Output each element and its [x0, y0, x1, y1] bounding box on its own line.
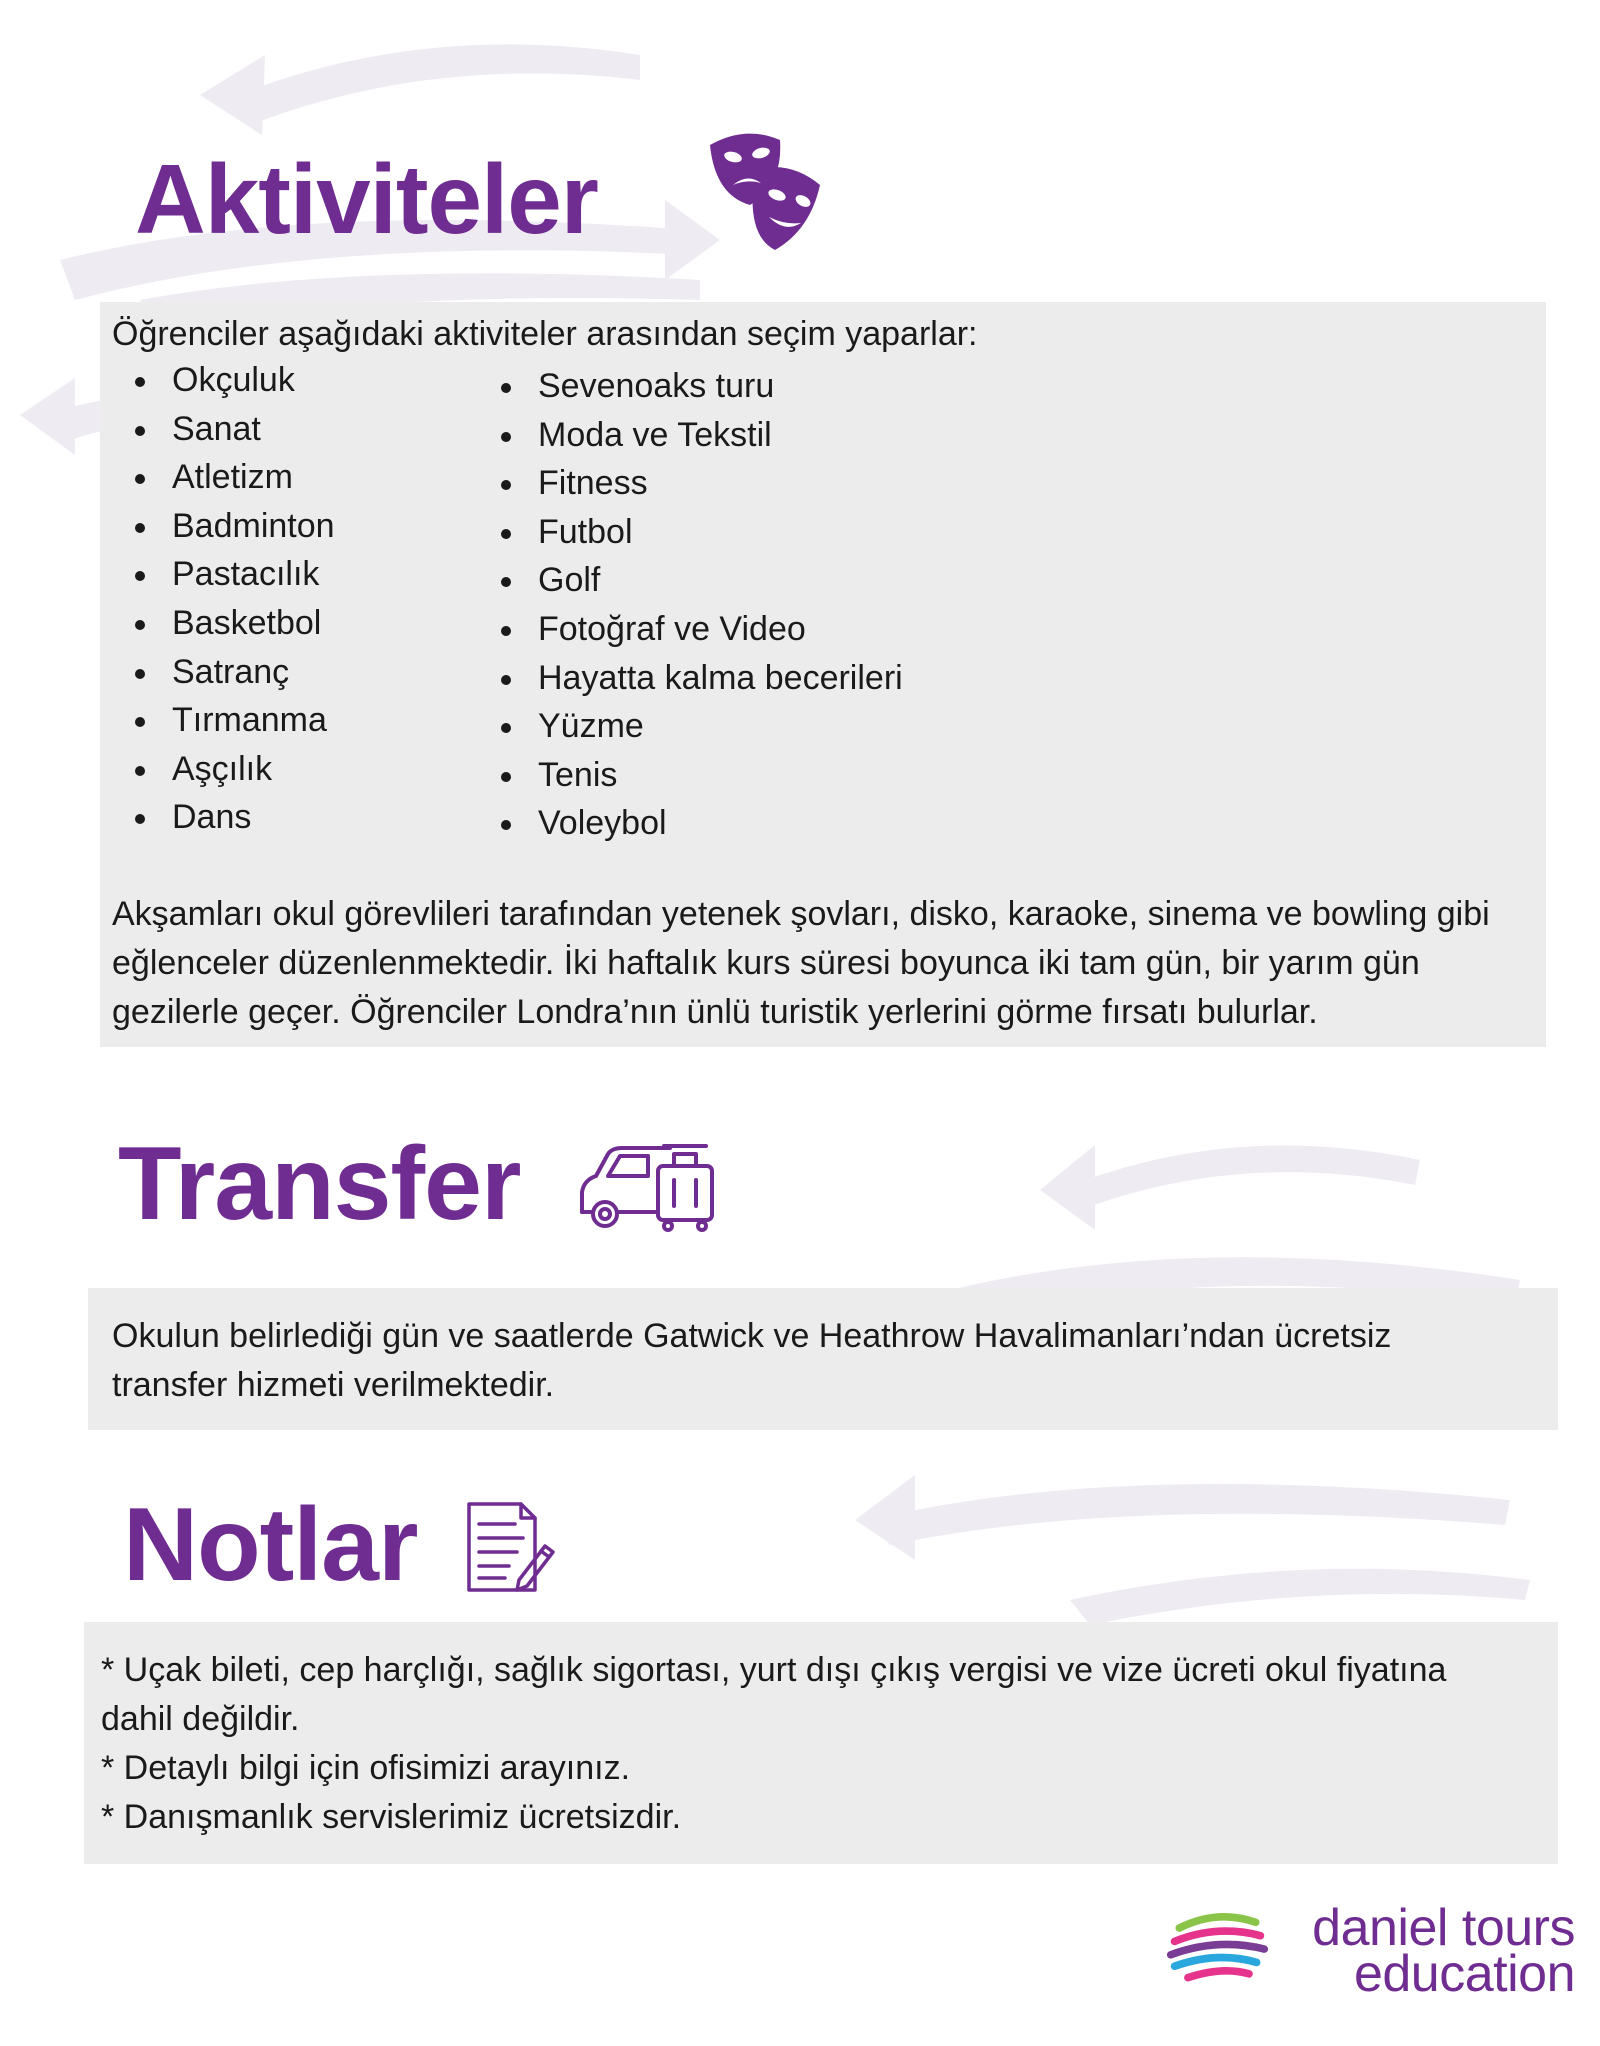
list-item: Fotoğraf ve Video	[478, 605, 903, 654]
list-item: Moda ve Tekstil	[478, 411, 903, 460]
activities-title: Aktiviteler	[135, 144, 598, 254]
activities-panel	[100, 302, 1546, 1047]
list-item: Voleybol	[478, 799, 903, 848]
logo-line-1: daniel tours	[1312, 1899, 1575, 1957]
list-item: Sevenoaks turu	[478, 362, 903, 411]
list-item: Aşçılık	[112, 745, 335, 794]
list-item: Basketbol	[112, 599, 335, 648]
activities-intro: Öğrenciler aşağıdaki aktiviteler arasından seçim yaparlar:	[112, 315, 978, 353]
daniel-tours-logo	[1165, 1899, 1575, 2015]
paragraph-line: dahil değildir.	[101, 1700, 300, 1738]
list-item: Hayatta kalma becerileri	[478, 654, 903, 703]
paragraph-line: Okulun belirlediği gün ve saatlerde Gatwick ve Heathrow Havalimanları’ndan ücretsiz	[112, 1317, 1392, 1355]
transfer-title: Transfer	[118, 1126, 521, 1242]
transfer-panel	[88, 1288, 1558, 1430]
list-item: Golf	[478, 556, 903, 605]
list-item: Tırmanma	[112, 696, 335, 745]
paragraph-line: eğlenceler düzenlenmektedir. İki haftalık kurs süresi boyunca iki tam gün, bir yarım gün	[112, 944, 1420, 982]
list-item: Tenis	[478, 751, 903, 800]
paragraph-line: * Detaylı bilgi için ofisimizi arayınız.	[101, 1749, 631, 1787]
list-item: Pastacılık	[112, 550, 335, 599]
notes-panel	[84, 1622, 1558, 1864]
document-pencil-icon	[465, 1500, 555, 1595]
list-item: Yüzme	[478, 702, 903, 751]
activities-list-right	[478, 362, 903, 848]
list-item: Okçuluk	[112, 356, 335, 405]
logo-line-2: education	[1353, 1945, 1575, 2003]
theater-masks-icon	[690, 125, 840, 265]
list-item: Satranç	[112, 648, 335, 697]
paragraph-line: transfer hizmeti verilmektedir.	[112, 1366, 555, 1404]
swirl-logo-icon	[1165, 1905, 1270, 1995]
activities-list-left	[112, 356, 335, 842]
list-item: Atletizm	[112, 453, 335, 502]
list-item: Futbol	[478, 508, 903, 557]
list-item: Fitness	[478, 459, 903, 508]
evening-activities-paragraph	[112, 890, 1490, 1037]
list-item: Sanat	[112, 405, 335, 454]
paragraph-line: Akşamları okul görevlileri tarafından yetenek şovları, disko, karaoke, sinema ve bowling gibi	[112, 895, 1490, 933]
list-item: Badminton	[112, 502, 335, 551]
list-item: Dans	[112, 793, 335, 842]
paragraph-line: * Danışmanlık servislerimiz ücretsizdir.	[101, 1798, 682, 1836]
paragraph-line: * Uçak bileti, cep harçlığı, sağlık sigortası, yurt dışı çıkış vergisi ve vize ücreti okul fiyatına	[101, 1651, 1447, 1689]
notes-title: Notlar	[123, 1487, 418, 1603]
car-with-luggage-icon	[578, 1140, 718, 1235]
paragraph-line: gezilerle geçer. Öğrenciler Londra’nın ünlü turistik yerlerini görme fırsatı bulurlar.	[112, 993, 1318, 1031]
